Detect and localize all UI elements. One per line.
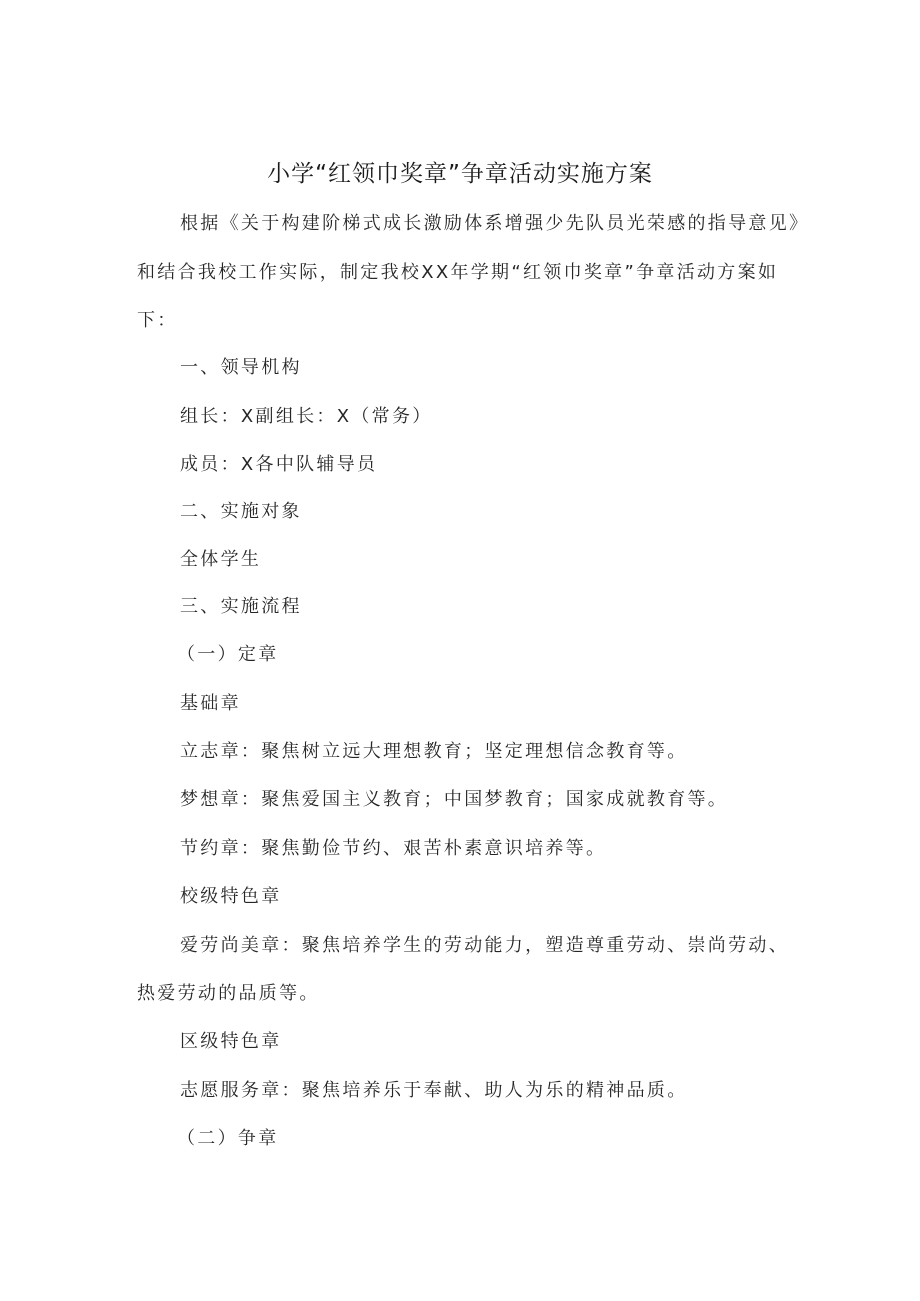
badge-labor-line-1: 爱劳尚美章：聚焦培养学生的劳动能力，塑造尊重劳动、崇尚劳动、 (180, 935, 789, 956)
subsection-earn-badges: （二）争章 (177, 1128, 279, 1149)
paragraph-intro-line-1: 根据《关于构建阶梯式成长激励体系增强少先队员光荣感的指导意见》 (180, 213, 810, 234)
category-district-badges: 区级特色章 (180, 1031, 282, 1052)
badge-dream: 梦想章：聚焦爱国主义教育；中国梦教育；国家成就教育等。 (180, 789, 729, 810)
document-title: 小学“红领巾奖章”争章活动实施方案 (267, 161, 653, 187)
section-heading-leadership: 一、领导机构 (180, 357, 302, 378)
subsection-set-badges: （一）定章 (177, 644, 279, 665)
badge-ambition: 立志章：聚焦树立远大理想教育；坚定理想信念教育等。 (180, 741, 688, 762)
leadership-members: 成员：X各中队辅导员 (180, 454, 378, 475)
target-all-students: 全体学生 (180, 549, 262, 570)
paragraph-intro-line-2: 和结合我校工作实际，制定我校XX年学期“红领巾奖章”争章活动方案如 (137, 262, 779, 283)
category-basic-badges: 基础章 (180, 693, 241, 714)
paragraph-intro-line-3: 下： (137, 310, 178, 331)
badge-thrift: 节约章：聚焦勤俭节约、艰苦朴素意识培养等。 (180, 838, 607, 859)
category-school-badges: 校级特色章 (180, 886, 282, 907)
section-heading-target: 二、实施对象 (180, 501, 302, 522)
badge-labor-line-2: 热爱劳动的品质等。 (137, 983, 320, 1004)
leadership-leader: 组长：X副组长：X（常务） (180, 406, 433, 427)
section-heading-process: 三、实施流程 (180, 596, 302, 617)
badge-volunteer: 志愿服务章：聚焦培养乐于奉献、助人为乐的精神品质。 (180, 1080, 688, 1101)
